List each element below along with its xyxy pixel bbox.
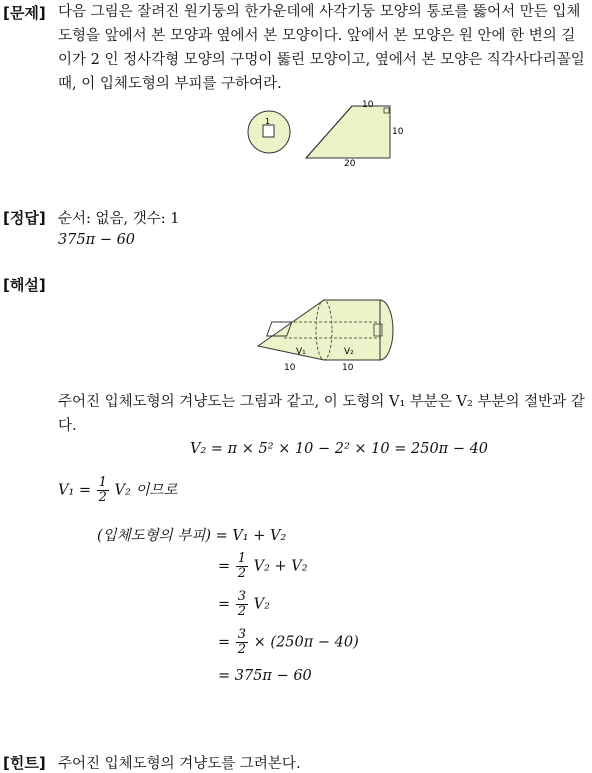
- solution-tag: [해설]: [3, 276, 46, 294]
- fig-label-top: 10: [362, 100, 374, 110]
- hint-tag: [힌트]: [3, 754, 46, 772]
- solution-eq-2: V₁ = $\frac{1}{2}$ V₂ 이므로: [58, 475, 178, 505]
- problem-tag: [문제]: [3, 4, 46, 22]
- solution-calc-1: (입체도형의 부피) = V₁ + V₂: [97, 528, 287, 544]
- solution-text-1: 주어진 입체도형의 겨냥도는 그림과 같고, 이 도형의 V₁ 부분은 V₂ 부분의 절반과 같다.: [58, 394, 585, 434]
- solution-figure: [254, 294, 398, 372]
- solution-calc-2: = $\frac{1}{2}$ V₂ + V₂: [218, 551, 308, 581]
- solution-calc-3: = $\frac{3}{2}$ V₂: [218, 589, 270, 619]
- fig-label-right: 10: [392, 127, 404, 137]
- answer-line-1: 순서: 없음, 갯수: 1: [58, 211, 180, 227]
- answer-line-2: 375π − 60: [58, 232, 136, 248]
- fig-v1: V₁: [296, 347, 306, 357]
- problem-figure: [240, 96, 420, 168]
- solution-calc-4: = $\frac{3}{2}$ × (250π − 40): [218, 627, 359, 657]
- fig-v2: V₂: [344, 347, 354, 357]
- problem-text: 다음 그림은 잘려진 원기둥의 한가운데에 사각기둥 모양의 통로를 뚫어서 만든 입체도형을 앞에서 본 모양과 옆에서 본 모양이다. 앞에서 본 모양은 원 안에 한 변의 길이가 2 인 정사각형 모양의 구멍이 뚫린 모양이고, 옆에서 본 모양은 직각사다리꼴일 때, 이 입체도형의 부피를 구하여라.: [58, 4, 585, 92]
- solution-calc-5: = 375π − 60: [218, 668, 312, 684]
- front-view-square-hole: [263, 125, 274, 137]
- fig-dim-left: 10: [284, 363, 296, 372]
- fig-label-square: 1: [265, 117, 271, 126]
- fig-dim-right: 10: [342, 363, 354, 372]
- fig-label-bottom: 20: [344, 159, 356, 168]
- hint-text: 주어진 입체도형의 겨냥도를 그려본다.: [58, 756, 301, 772]
- solution-eq-1: V₂ = π × 5² × 10 − 2² × 10 = 250π − 40: [190, 441, 489, 457]
- answer-tag: [정답]: [3, 209, 46, 227]
- side-view-trapezoid: [306, 106, 390, 158]
